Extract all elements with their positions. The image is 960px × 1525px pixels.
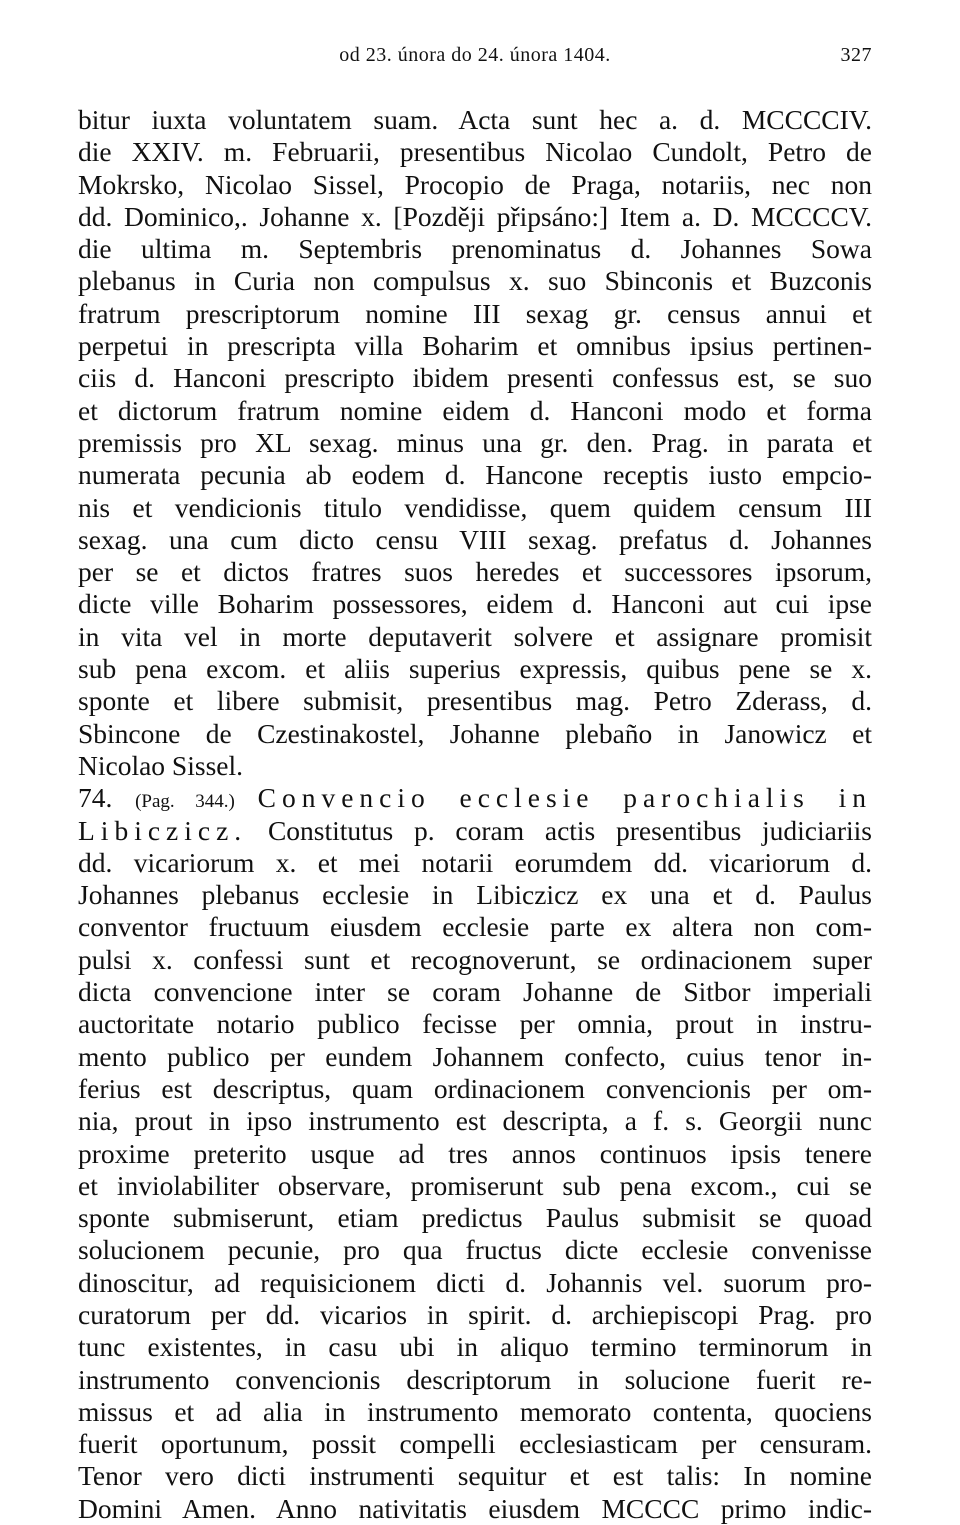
text-line: Domini Amen. Anno nativitatis eiusdem MCCCC primo indic- [78, 1492, 872, 1524]
text-line: per se et dictos fratres suos heredes et successores ipsorum, [78, 556, 872, 588]
text-line: et inviolabiliter observare, promiserunt sub pena excom., cui se [78, 1169, 872, 1201]
text-line: sponte et libere submisit, presentibus mag. Petro Zderass, d. [78, 685, 872, 717]
entry-title: Convencio ecclesie parochialis in [257, 782, 872, 814]
text-line: tunc existentes, in casu ubi in aliquo termino terminorum in [78, 1331, 872, 1363]
text-line: dicte ville Boharim possessores, eidem d. Hanconi aut cui ipse [78, 588, 872, 620]
text-line: die ultima m. Septembris prenominatus d. Johannes Sowa [78, 233, 872, 265]
text-line: sub pena excom. et aliis superius expressis, quibus pene se x. [78, 653, 872, 685]
running-head: od 23. února do 24. února 1404. [339, 44, 611, 66]
text-line: proxime preterito usque ad tres annos continuos ipsis tenere [78, 1137, 872, 1169]
text-line: sexag. una cum dicto censu VIII sexag. prefatus d. Johannes [78, 523, 872, 555]
text-line: bitur iuxta voluntatem suam. Acta sunt hec a. d. MCCCCIV. [78, 104, 872, 135]
text-line: nia, prout in ipso instrumento est descripta, a f. s. Georgii nunc [78, 1105, 872, 1137]
entry-number: 74. [78, 782, 113, 814]
text-line: sponte submiserunt, etiam predictus Paulus submisit se quoad [78, 1202, 872, 1234]
entry-74-line [78, 815, 872, 847]
text-line: premissis pro XL sexag. minus una gr. den. Prag. in parata et [78, 426, 872, 458]
text-line: ferius est descriptus, quam ordinacionem convencionis per om- [78, 1072, 872, 1104]
text-line: in vita vel in morte deputaverit solvere et assignare promisit [78, 620, 872, 652]
text-line: dd. vicariorum x. et mei notarii eorumdem dd. vicariorum d. [78, 846, 872, 878]
text-line: auctoritate notario publico fecisse per omnia, prout in instru- [78, 1008, 872, 1040]
text-line: fratrum prescriptorum nomine III sexag gr. census annui et [78, 297, 872, 329]
text-line: nis et vendicionis titulo vendidisse, quem quidem censum III [78, 491, 872, 523]
text-line: ciis d. Hanconi prescripto ibidem presenti confessus est, se suo [78, 362, 872, 394]
entry-74-heading [78, 782, 872, 814]
text-line: mento publico per eundem Johannem confecto, cuius tenor in- [78, 1040, 872, 1072]
page-number: 327 [840, 44, 872, 66]
text-line: numerata pecunia ab eodem d. Hancone receptis iusto empcio- [78, 459, 872, 491]
text-line: Mokrsko, Nicolao Sissel, Procopio de Praga, notariis, nec non [78, 168, 872, 200]
text-line: solucionem pecunie, pro qua fructus dicte ecclesie convenisse [78, 1234, 872, 1266]
body-text [78, 104, 872, 1525]
text-line: instrumento convencionis descriptorum in solucione fuerit re- [78, 1363, 872, 1395]
text-line: dd. Dominico,. Johanne x. [Později připsáno:] Item a. D. MCCCCV. [78, 200, 872, 232]
page-header [78, 44, 872, 74]
text-line: plebanus in Curia non compulsus x. suo Sbinconis et Buzconis [78, 265, 872, 297]
text-line: Tenor vero dicti instrumenti sequitur et est talis: In nomine [78, 1460, 872, 1492]
text-line: Johannes plebanus ecclesie in Libiczicz ex una et d. Paulus [78, 879, 872, 911]
text-line: Nicolao Sissel. [78, 749, 243, 781]
text-line: pulsi x. confessi sunt et recognoverunt, se ordinacionem super [78, 943, 872, 975]
page-reference: (Pag. 344.) [135, 791, 235, 813]
text-line: die XXIV. m. Februarii, presentibus Nicolao Cundolt, Petro de [78, 136, 872, 168]
text-line: dinoscitur, ad requisicionem dicti d. Johannis vel. suorum pro- [78, 1266, 872, 1298]
text-line: et dictorum fratrum nomine eidem d. Hanconi modo et forma [78, 394, 872, 426]
text-line: dicta convencione inter se coram Johanne de Sitbor imperiali [78, 976, 872, 1008]
entry-text: Constitutus p. coram actis presentibus judiciariis [267, 814, 872, 846]
entry-title-place: Libiczicz. [78, 814, 248, 846]
text-line: fuerit oportunum, possit compelli ecclesiasticam per censuram. [78, 1428, 872, 1460]
text-line: perpetui in prescripta villa Boharim et omnibus ipsius pertinen- [78, 330, 872, 362]
text-line: curatorum per dd. vicarios in spirit. d. archiepiscopi Prag. pro [78, 1298, 872, 1330]
text-line: missus et ad alia in instrumento memorato contenta, quociens [78, 1395, 872, 1427]
text-line: Sbincone de Czestinakostel, Johanne plebaño in Janowicz et [78, 717, 872, 749]
text-line: conventor fructuum eiusdem ecclesie parte ex altera non com- [78, 911, 872, 943]
